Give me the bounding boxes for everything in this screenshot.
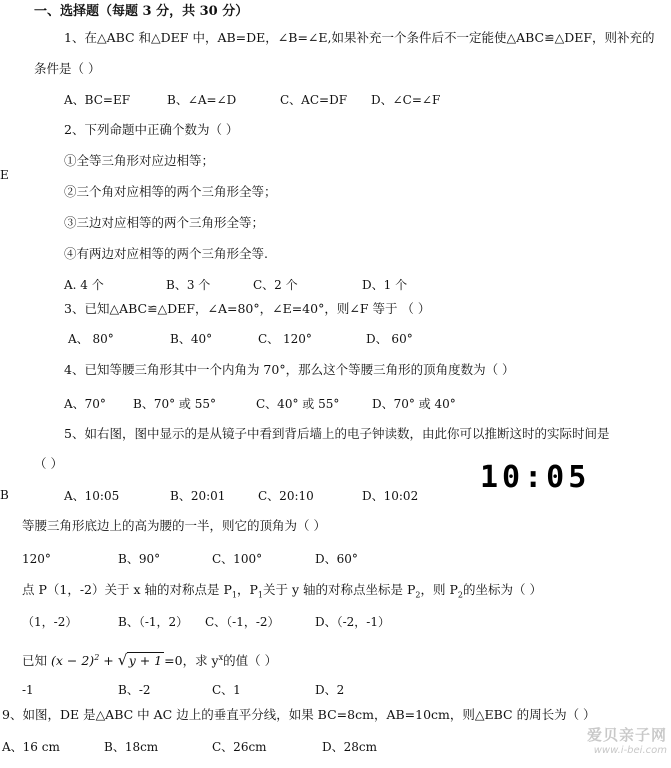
q6-option-a: 120° — [22, 552, 51, 566]
q7-option-d: D、（-2，-1） — [315, 615, 391, 629]
q5-option-d: D、10:02 — [362, 489, 419, 503]
section-title: 一、选择题（每题 3 分，共 30 分） — [34, 4, 249, 19]
watermark-url: www.i-bei.com — [593, 745, 667, 756]
q6-option-d: D、60° — [315, 552, 358, 566]
q1-stem-line2: 条件是（ ） — [34, 61, 101, 76]
q1-option-d: D、∠C=∠F — [371, 93, 441, 107]
q1-option-c: C、AC=DF — [280, 93, 348, 107]
q8-sqrt-expression: √ y + 1 — [117, 651, 163, 670]
q4-stem: 4、已知等腰三角形其中一个内角为 70°，那么这个等腰三角形的顶角度数为（ ） — [64, 362, 515, 377]
q9-option-d: D、28cm — [322, 740, 377, 754]
mirrored-clock-display: 10:05 — [480, 460, 591, 495]
q9-option-b: B、18cm — [104, 740, 159, 754]
q2-item-3: ③三边对应相等的两个三角形全等； — [64, 215, 265, 230]
q3-option-b: B、40° — [170, 332, 213, 346]
q6-option-b: B、90° — [118, 552, 161, 566]
q5-option-c: C、20:10 — [258, 489, 314, 503]
q7-stem: 点 P（1，-2）关于 x 轴的对称点是 $P_1$，$P_1$关于 y 轴的对称点坐标是 $P_2$，则 $P_2$的坐标为（ ） — [22, 582, 542, 600]
q2-option-c: C、2 个 — [253, 278, 298, 292]
q1-option-a: A、BC=EF — [64, 93, 131, 107]
q4-option-d: D、70° 或 40° — [372, 397, 456, 411]
q8-stem: 已知 $(x - 2)^2$ + √ y + 1 =0，求 $y^x$的值（ ） — [22, 651, 278, 670]
q2-item-2: ②三个角对应相等的两个三角形全等； — [64, 184, 277, 199]
q5-stem-line1: 5、如右图，图中显示的是从镜子中看到背后墙上的电子钟读数，由此你可以推断这时的实际时间是 — [64, 426, 610, 441]
q4-option-c: C、40° 或 55° — [256, 397, 340, 411]
q3-option-d: D、 60° — [366, 332, 413, 346]
q9-option-a: A、16 cm — [2, 740, 60, 754]
q1-stem-line1: 1、在△ABC 和△DEF 中，AB=DE，∠B=∠E,如果补充一个条件后不一定能使△ABC≌△DEF，则补充的 — [64, 30, 655, 45]
q4-option-b: B、70° 或 55° — [133, 397, 216, 411]
q3-option-a: A、 80° — [68, 332, 114, 346]
q1-option-b: B、∠A=∠D — [167, 93, 237, 107]
q7-option-c: C、（-1，-2） — [205, 615, 280, 629]
edge-mark-2: B — [0, 488, 9, 502]
q7-option-b: B、（-1，2） — [118, 615, 189, 629]
q2-stem: 2、下列命题中正确个数为（ ） — [64, 122, 239, 137]
q8-option-a: -1 — [22, 683, 34, 697]
q4-option-a: A、70° — [64, 397, 106, 411]
q6-option-c: C、100° — [212, 552, 263, 566]
q9-stem: 9、如图，DE 是△ABC 中 AC 边上的垂直平分线，如果 BC=8cm，AB=10cm，则△EBC 的周长为（ ） — [2, 707, 596, 722]
q9-option-c: C、26cm — [212, 740, 267, 754]
q8-expression-1: $(x - 2)^2$ — [51, 653, 100, 669]
q5-option-b: B、20:01 — [170, 489, 226, 503]
edge-mark-1: E — [0, 168, 9, 182]
q2-option-a: A. 4 个 — [64, 278, 104, 292]
watermark-logo — [559, 724, 667, 764]
watermark-title: 爱贝亲子网 — [586, 726, 667, 744]
q6-stem: 等腰三角形底边上的高为腰的一半，则它的顶角为（ ） — [22, 518, 326, 533]
q2-item-1: ①全等三角形对应边相等； — [64, 153, 215, 168]
q5-option-a: A、10:05 — [64, 489, 120, 503]
q2-option-b: B、3 个 — [166, 278, 211, 292]
q8-option-c: C、1 — [212, 683, 241, 697]
q2-item-4: ④有两边对应相等的两个三角形全等. — [64, 246, 268, 261]
q8-option-d: D、2 — [315, 683, 345, 697]
q5-stem-line2: （ ） — [34, 456, 63, 471]
q3-stem: 3、已知△ABC≌△DEF，∠A=80°，∠E=40°，则∠F 等于 （ ） — [64, 301, 431, 316]
q8-option-b: B、-2 — [118, 683, 151, 697]
q3-option-c: C、 120° — [258, 332, 312, 346]
q2-option-d: D、1 个 — [362, 278, 408, 292]
q7-option-a: （1，-2） — [22, 615, 78, 629]
